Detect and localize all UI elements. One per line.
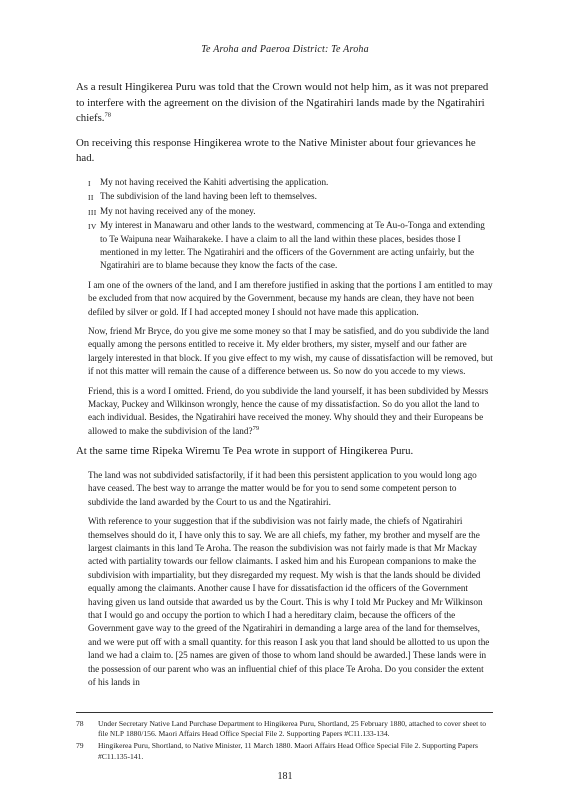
paragraph	[76, 80, 493, 127]
footnote-text-part: 1880/156. Maori Affairs Head Office Special File 2. Supporting Papers #C11.133-134.	[124, 729, 390, 739]
grievance-number: I	[88, 178, 91, 188]
grievance-text: My not having received the Kahiti advertising the application.	[100, 176, 329, 187]
running-head: Te Aroha and Paeroa District: Te Aroha	[201, 44, 369, 55]
block-quote-letter-2	[88, 469, 493, 690]
grievance-text: The subdivision of the land having been left to themselves.	[100, 191, 317, 202]
footnote	[76, 741, 493, 761]
grievance-text: My interest in Manawaru and other lands to the westward, commencing at Te Au-o-Tonga and extending to Te Waipuna near Waiharakeke. I have a claim to all the land within these places, besides those I mentioned in my letter. The Ngatirahiri and the officers of the Government are acting unfairly, but the Ngatirahiri are to blame because they know the facts of the case.	[100, 220, 485, 271]
paragraph: On receiving this response Hingikerea wrote to the Native Minister about four grievances he had.	[76, 136, 476, 165]
footnote-abbrev: NLP	[110, 730, 125, 739]
footnote-text-part: Under Secretary Native Land Purchase Department to Hingikerea Puru, Shortland, 25 February 1880, attached to cover sheet to file	[98, 719, 487, 739]
body-text	[76, 80, 493, 695]
grievance-number: III	[88, 207, 97, 217]
footnote-text	[98, 719, 493, 739]
grievance-item	[88, 176, 493, 190]
grievance-number: IV	[88, 222, 97, 232]
grievance-list	[88, 176, 493, 273]
footnote-ref: 78	[104, 111, 111, 119]
footnote-ref: 79	[252, 424, 260, 432]
grievance-item	[88, 205, 493, 219]
footnotes	[76, 712, 493, 764]
footnote-number: 78	[76, 719, 84, 728]
block-quote-letter-1	[88, 176, 493, 438]
paragraph-text: As a result Hingikerea Puru was told that the Crown would not help him, as it was not prepared to interfere with the agreement on the division of the Ngatirahiri lands made by the Ngatirahiri chiefs.	[76, 81, 489, 125]
grievance-text: My not having received any of the money.	[100, 205, 256, 216]
quote-paragraph: With reference to your suggestion that if the subdivision was not fairly made, the chiefs of Ngatirahiri themselves should do it, I have only this to say. We are all chiefs, my father, my brother and myself are the largest claimants in this land Te Aroha. The reason the subdivision was not fairly made is that Mr Mackay acted with partiality towards our fellow claimants. I asked him and his European companions to make the subdivision with impartiality, but they disregarded my request. My wish is that the lands should be divided equally among the claimants. Another cause I have for dissatisfaction id the officers of the Government having given us land outside that awarded us by the Court. This is why I told Mr Puckey and Mr Wilkinson that I would go and occupy the portion to which I had a hereditary claim, because the officers of the Government gave way to the greed of the Ngatirahiri in demanding a large area of the land for themselves, and we were put off with a small quantity. for this reason I ask you that land should be allotted to us upon the land we had a claim to. [25 names are given of those to whom land should be awarded.] These lands were in the possession of our parent who was an influential chief of this place Te Aroha. Do you consider the extent of his lands in	[88, 516, 490, 687]
footnote-number: 79	[76, 741, 84, 751]
quote-paragraph	[88, 385, 493, 439]
footnote-text	[98, 741, 493, 761]
quote-paragraph: The land was not subdivided satisfactorily, if it had been this persistent application to you would long ago have ceased. The best way to arrange the matter would be for you to send some competent person to subdivide the land awarded by the Court to us and the Ngatirahiri.	[88, 469, 477, 507]
footnote-text-part: Hingikerea Puru, Shortland, to Native Minister, 11 March 1880. Maori Affairs Head Office Special File 2. Supporting Papers #C11.135-141.	[98, 741, 479, 761]
paragraph: At the same time Ripeka Wiremu Te Pea wrote in support of Hingikerea Puru.	[76, 445, 414, 458]
footnote	[76, 719, 493, 739]
grievance-item	[88, 219, 493, 273]
page-number: 181	[277, 771, 293, 782]
grievance-number: II	[88, 193, 94, 203]
quote-paragraph: Now, friend Mr Bryce, do you give me some money so that I may be satisfied, and do you subdivide the land equally among the persons entitled to receive it. My elder brothers, my sister, myself and our father are largely interested in that block. If you give effect to my wish, my cause of dissatisfaction will be removed, but if not this matter will remain the cause of a difference between us. So now do you accede to my views.	[88, 326, 493, 377]
grievance-item	[88, 190, 493, 204]
quote-text: Friend, this is a word I omitted. Friend, do you subdivide the land yourself, it has been subdivided by Messrs Mackay, Puckey and Wilkinson wrongly, hence the cause of my dissatisfaction. So do you allot the land to each individual. Besides, the Ngatirahiri have received the money. Why should they and their Europeans be allowed to make the subdivision of the land?	[88, 385, 489, 436]
quote-paragraph: I am one of the owners of the land, and I am therefore justified in asking that the portions I am entitled to may be excluded from that now acquired by the Government, because my hands are clean, they have not been defiled by silver or gold. If I had accepted money I should not have made this application.	[88, 279, 493, 317]
